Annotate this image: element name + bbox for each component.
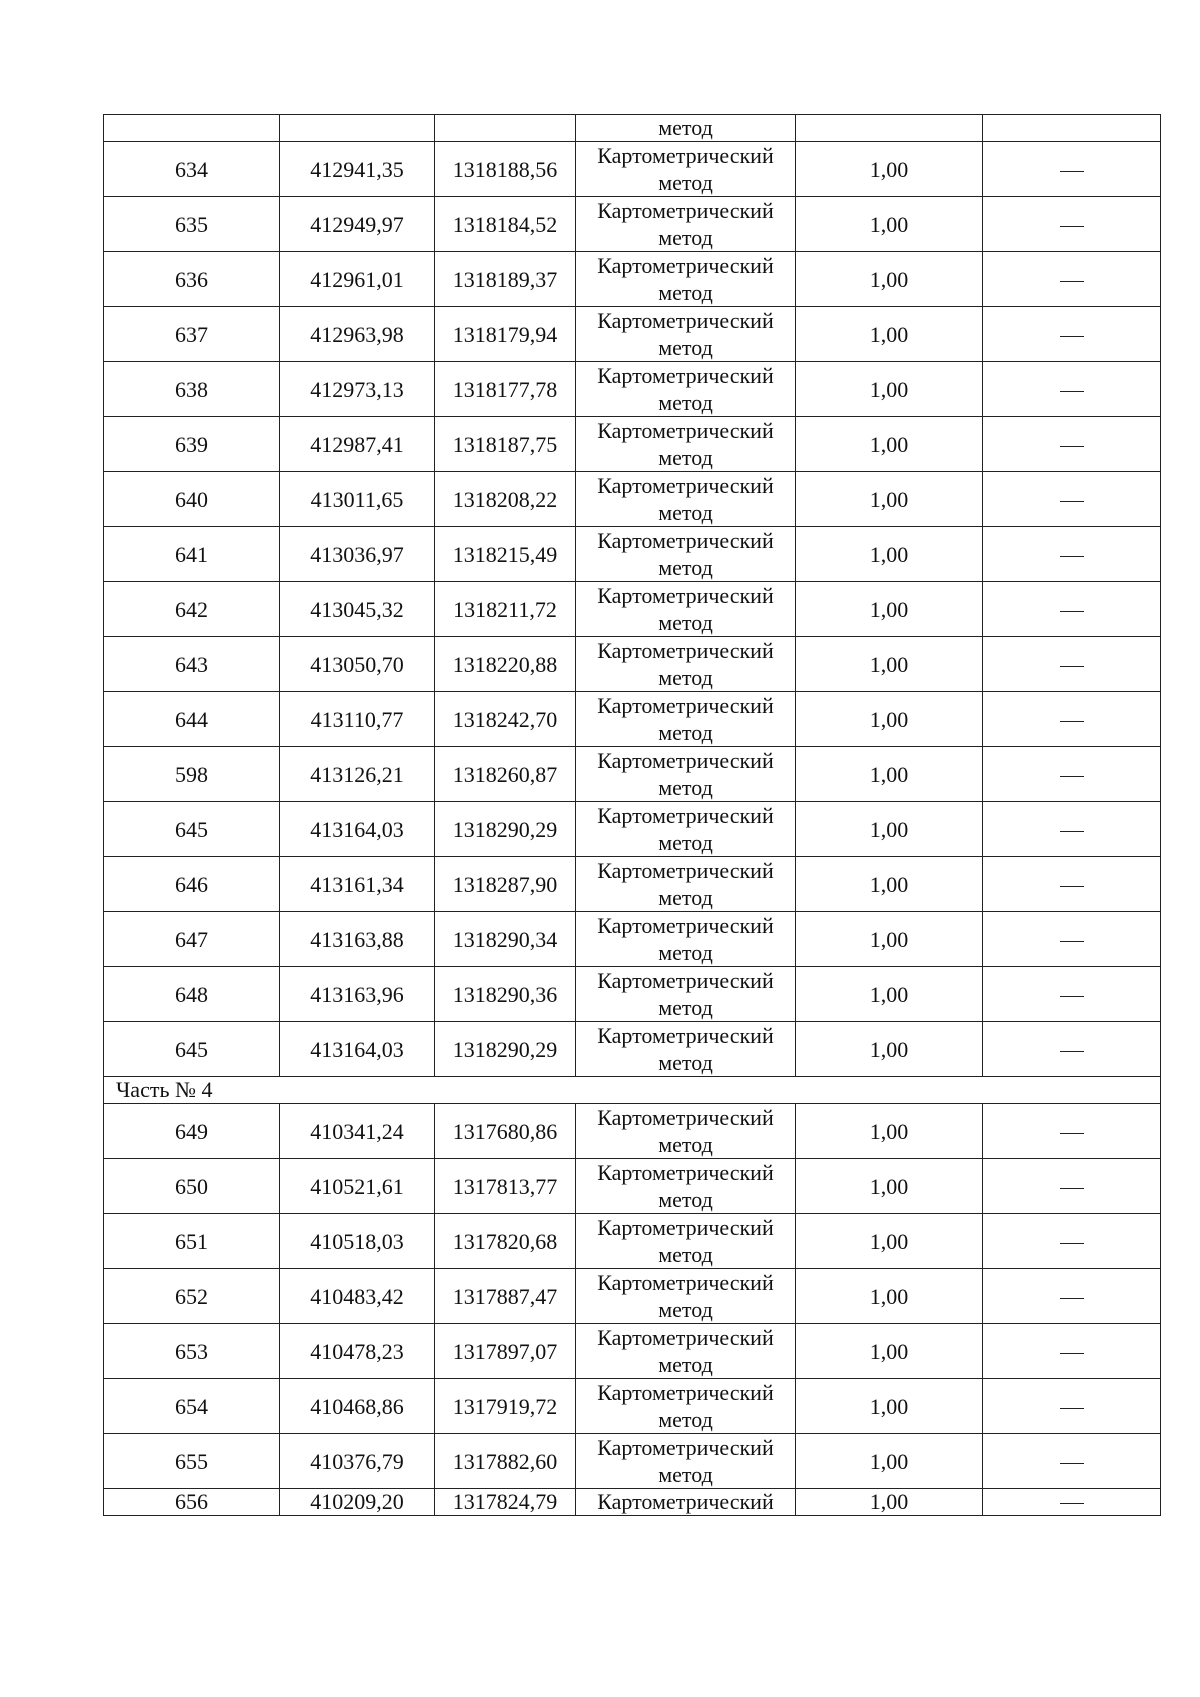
description-cell [983, 527, 1161, 582]
point-number-cell: 640 [104, 472, 280, 527]
method-line-1: Картометрический [597, 1270, 774, 1295]
method-cell [576, 1159, 796, 1214]
method-line-1: Картометрический [597, 253, 774, 278]
table-row [104, 747, 1161, 802]
point-number-cell: 647 [104, 912, 280, 967]
table-row [104, 1104, 1161, 1159]
point-number-cell: 636 [104, 252, 280, 307]
accuracy-cell: 1,00 [796, 1159, 983, 1214]
method-line-2: метод [658, 1407, 713, 1432]
y-coordinate-cell: 1318290,36 [435, 967, 576, 1022]
method-line-2: метод [658, 885, 713, 910]
accuracy-cell: 1,00 [796, 362, 983, 417]
method-line-2: метод [658, 995, 713, 1020]
point-number-cell: 648 [104, 967, 280, 1022]
description-cell [983, 307, 1161, 362]
point-number-cell: 638 [104, 362, 280, 417]
point-number-cell: 644 [104, 692, 280, 747]
dash-mark [1060, 1051, 1084, 1052]
point-number-cell: 634 [104, 142, 280, 197]
x-coordinate-cell: 413164,03 [280, 1022, 435, 1077]
x-coordinate-cell: 410521,61 [280, 1159, 435, 1214]
description-cell [983, 1214, 1161, 1269]
y-coordinate-cell: 1317824,79 [435, 1489, 576, 1516]
x-coordinate-cell: 410209,20 [280, 1489, 435, 1516]
table-row [104, 857, 1161, 912]
method-line-1: Картометрический [597, 693, 774, 718]
dash-mark [1060, 281, 1084, 282]
x-coordinate-cell: 410483,42 [280, 1269, 435, 1324]
accuracy-cell: 1,00 [796, 582, 983, 637]
dash-mark [1060, 171, 1084, 172]
point-number-cell [104, 115, 280, 142]
dash-mark [1060, 611, 1084, 612]
y-coordinate-cell: 1318290,34 [435, 912, 576, 967]
dash-mark [1060, 556, 1084, 557]
point-number-cell: 652 [104, 1269, 280, 1324]
method-cell [576, 1022, 796, 1077]
accuracy-cell: 1,00 [796, 1104, 983, 1159]
description-cell [983, 417, 1161, 472]
method-cell [576, 1379, 796, 1434]
y-coordinate-cell: 1317882,60 [435, 1434, 576, 1489]
description-cell [983, 142, 1161, 197]
table-row [104, 527, 1161, 582]
description-cell [983, 912, 1161, 967]
method-line-2: метод [658, 555, 713, 580]
method-line-1: Картометрический [597, 638, 774, 663]
description-cell [983, 967, 1161, 1022]
method-cell: метод [576, 115, 796, 142]
dash-mark [1060, 446, 1084, 447]
method-cell [576, 802, 796, 857]
method-line-1: Картометрический [597, 308, 774, 333]
dash-mark [1060, 1188, 1084, 1189]
table-row [104, 307, 1161, 362]
table-row [104, 1379, 1161, 1434]
section-label: Часть № 4 [104, 1077, 1161, 1104]
dash-mark [1060, 1133, 1084, 1134]
x-coordinate-cell: 412941,35 [280, 142, 435, 197]
dash-mark [1060, 776, 1084, 777]
method-cell [576, 1214, 796, 1269]
method-cell: Картометрический [576, 1489, 796, 1516]
x-coordinate-cell: 413050,70 [280, 637, 435, 692]
table-row [104, 417, 1161, 472]
section-header-row [104, 1077, 1161, 1104]
accuracy-cell: 1,00 [796, 1489, 983, 1516]
method-cell [576, 362, 796, 417]
description-cell [983, 1159, 1161, 1214]
point-number-cell: 651 [104, 1214, 280, 1269]
point-number-cell: 641 [104, 527, 280, 582]
accuracy-cell: 1,00 [796, 857, 983, 912]
method-line-1: Картометрический [597, 748, 774, 773]
description-cell [983, 1324, 1161, 1379]
method-line-2: метод [658, 445, 713, 470]
accuracy-cell: 1,00 [796, 912, 983, 967]
method-line-2: метод [658, 1242, 713, 1267]
table-row [104, 967, 1161, 1022]
x-coordinate-cell: 412961,01 [280, 252, 435, 307]
accuracy-cell: 1,00 [796, 417, 983, 472]
method-cell [576, 1269, 796, 1324]
continuation-row [104, 115, 1161, 142]
dash-mark [1060, 1503, 1084, 1504]
table-row [104, 1269, 1161, 1324]
method-cell [576, 527, 796, 582]
method-line-2: метод [658, 1352, 713, 1377]
y-coordinate-cell: 1318184,52 [435, 197, 576, 252]
y-coordinate-cell: 1318220,88 [435, 637, 576, 692]
method-cell [576, 1324, 796, 1379]
y-coordinate-cell: 1318215,49 [435, 527, 576, 582]
table-row [104, 692, 1161, 747]
accuracy-cell: 1,00 [796, 527, 983, 582]
x-coordinate-cell: 413126,21 [280, 747, 435, 802]
description-cell [983, 692, 1161, 747]
table-row [104, 802, 1161, 857]
y-coordinate-cell: 1318187,75 [435, 417, 576, 472]
accuracy-cell: 1,00 [796, 197, 983, 252]
method-line-2: метод [658, 225, 713, 250]
point-number-cell: 642 [104, 582, 280, 637]
x-coordinate-cell: 413163,96 [280, 967, 435, 1022]
method-cell [576, 912, 796, 967]
point-number-cell: 650 [104, 1159, 280, 1214]
dash-mark [1060, 941, 1084, 942]
accuracy-cell: 1,00 [796, 1022, 983, 1077]
y-coordinate-cell: 1317680,86 [435, 1104, 576, 1159]
point-number-cell: 645 [104, 802, 280, 857]
method-line-1: Картометрический [597, 1105, 774, 1130]
method-line-1: Картометрический [597, 198, 774, 223]
method-line-1: Картометрический [597, 363, 774, 388]
method-cell [576, 582, 796, 637]
method-line-1: Картометрический [597, 1380, 774, 1405]
description-cell [983, 637, 1161, 692]
method-line-1: Картометрический [597, 968, 774, 993]
y-coordinate-cell: 1318287,90 [435, 857, 576, 912]
accuracy-cell: 1,00 [796, 307, 983, 362]
dash-mark [1060, 1353, 1084, 1354]
y-coordinate-cell [435, 115, 576, 142]
point-number-cell: 646 [104, 857, 280, 912]
dash-mark [1060, 1298, 1084, 1299]
table-row [104, 252, 1161, 307]
dash-mark [1060, 501, 1084, 502]
method-cell [576, 252, 796, 307]
point-number-cell: 653 [104, 1324, 280, 1379]
method-line-1: Картометрический [597, 1160, 774, 1185]
description-cell [983, 1434, 1161, 1489]
y-coordinate-cell: 1318208,22 [435, 472, 576, 527]
accuracy-cell [796, 115, 983, 142]
dash-mark [1060, 996, 1084, 997]
description-cell [983, 1022, 1161, 1077]
method-line-1: Картометрический [597, 1325, 774, 1350]
method-cell [576, 417, 796, 472]
method-line-2: метод [658, 940, 713, 965]
accuracy-cell: 1,00 [796, 1214, 983, 1269]
dash-mark [1060, 226, 1084, 227]
description-cell [983, 857, 1161, 912]
point-number-cell: 654 [104, 1379, 280, 1434]
x-coordinate-cell: 413036,97 [280, 527, 435, 582]
accuracy-cell: 1,00 [796, 637, 983, 692]
method-line-1: Картометрический [597, 803, 774, 828]
method-line-2: метод [658, 1187, 713, 1212]
point-number-cell: 639 [104, 417, 280, 472]
y-coordinate-cell: 1318290,29 [435, 802, 576, 857]
method-cell [576, 637, 796, 692]
method-line-2: метод [658, 1462, 713, 1487]
y-coordinate-cell: 1318211,72 [435, 582, 576, 637]
y-coordinate-cell: 1318177,78 [435, 362, 576, 417]
dash-mark [1060, 666, 1084, 667]
point-number-cell: 649 [104, 1104, 280, 1159]
point-number-cell: 643 [104, 637, 280, 692]
method-cell [576, 857, 796, 912]
method-line-1: Картометрический [597, 1023, 774, 1048]
table-row [104, 1434, 1161, 1489]
method-line-1: Картометрический [597, 418, 774, 443]
x-coordinate-cell: 412987,41 [280, 417, 435, 472]
description-cell [983, 747, 1161, 802]
description-cell [983, 115, 1161, 142]
method-line-1: Картометрический [597, 473, 774, 498]
method-line-1: Картометрический [597, 913, 774, 938]
accuracy-cell: 1,00 [796, 692, 983, 747]
method-line-2: метод [658, 1297, 713, 1322]
method-cell [576, 692, 796, 747]
method-line-2: метод [658, 170, 713, 195]
table-row [104, 362, 1161, 417]
description-cell [983, 1269, 1161, 1324]
y-coordinate-cell: 1318188,56 [435, 142, 576, 197]
method-line-2: метод [658, 1050, 713, 1075]
table-row [104, 582, 1161, 637]
point-number-cell: 598 [104, 747, 280, 802]
y-coordinate-cell: 1318260,87 [435, 747, 576, 802]
method-cell [576, 307, 796, 362]
method-line-1: Картометрический [597, 583, 774, 608]
method-line-1: Картометрический [597, 143, 774, 168]
method-cell [576, 197, 796, 252]
description-cell [983, 362, 1161, 417]
y-coordinate-cell: 1317897,07 [435, 1324, 576, 1379]
table-row [104, 1022, 1161, 1077]
y-coordinate-cell: 1318290,29 [435, 1022, 576, 1077]
dash-mark [1060, 1463, 1084, 1464]
method-cell [576, 967, 796, 1022]
y-coordinate-cell: 1318189,37 [435, 252, 576, 307]
table-row [104, 912, 1161, 967]
x-coordinate-cell: 413163,88 [280, 912, 435, 967]
dash-mark [1060, 886, 1084, 887]
y-coordinate-cell: 1317820,68 [435, 1214, 576, 1269]
y-coordinate-cell: 1317813,77 [435, 1159, 576, 1214]
dash-mark [1060, 1408, 1084, 1409]
table-row [104, 1214, 1161, 1269]
x-coordinate-cell: 412973,13 [280, 362, 435, 417]
point-number-cell: 645 [104, 1022, 280, 1077]
method-line-2: метод [658, 390, 713, 415]
point-number-cell: 655 [104, 1434, 280, 1489]
method-line-2: метод [658, 610, 713, 635]
description-cell [983, 1379, 1161, 1434]
accuracy-cell: 1,00 [796, 747, 983, 802]
description-cell [983, 802, 1161, 857]
dash-mark [1060, 1243, 1084, 1244]
accuracy-cell: 1,00 [796, 1379, 983, 1434]
x-coordinate-cell: 410468,86 [280, 1379, 435, 1434]
x-coordinate-cell: 412949,97 [280, 197, 435, 252]
table-row [104, 1159, 1161, 1214]
x-coordinate-cell: 413110,77 [280, 692, 435, 747]
method-line-1: Картометрический [597, 1215, 774, 1240]
method-line-2: метод [658, 775, 713, 800]
x-coordinate-cell: 413045,32 [280, 582, 435, 637]
accuracy-cell: 1,00 [796, 472, 983, 527]
description-cell [983, 582, 1161, 637]
table-row [104, 142, 1161, 197]
accuracy-cell: 1,00 [796, 142, 983, 197]
x-coordinate-cell: 410478,23 [280, 1324, 435, 1379]
method-cell [576, 1434, 796, 1489]
y-coordinate-cell: 1318242,70 [435, 692, 576, 747]
method-line-2: метод [658, 720, 713, 745]
method-cell [576, 747, 796, 802]
method-cell [576, 142, 796, 197]
method-line-2: метод [658, 1132, 713, 1157]
description-cell [983, 252, 1161, 307]
x-coordinate-cell: 410341,24 [280, 1104, 435, 1159]
method-line-2: метод [658, 830, 713, 855]
accuracy-cell: 1,00 [796, 252, 983, 307]
dash-mark [1060, 336, 1084, 337]
dash-mark [1060, 721, 1084, 722]
dash-mark [1060, 831, 1084, 832]
table-row [104, 1324, 1161, 1379]
x-coordinate-cell: 410518,03 [280, 1214, 435, 1269]
method-line-2: метод [658, 280, 713, 305]
accuracy-cell: 1,00 [796, 802, 983, 857]
description-cell [983, 197, 1161, 252]
accuracy-cell: 1,00 [796, 1269, 983, 1324]
y-coordinate-cell: 1317887,47 [435, 1269, 576, 1324]
table-row [104, 197, 1161, 252]
table-row [104, 472, 1161, 527]
dash-mark [1060, 391, 1084, 392]
x-coordinate-cell: 412963,98 [280, 307, 435, 362]
accuracy-cell: 1,00 [796, 967, 983, 1022]
method-line-2: метод [658, 665, 713, 690]
method-line-2: метод [658, 335, 713, 360]
method-cell [576, 472, 796, 527]
method-line-1: Картометрический [597, 528, 774, 553]
point-number-cell: 635 [104, 197, 280, 252]
accuracy-cell: 1,00 [796, 1324, 983, 1379]
method-cell [576, 1104, 796, 1159]
y-coordinate-cell: 1318179,94 [435, 307, 576, 362]
coordinates-table [103, 114, 1161, 1516]
accuracy-cell: 1,00 [796, 1434, 983, 1489]
method-line-1: Картометрический [597, 1435, 774, 1460]
x-coordinate-cell: 413011,65 [280, 472, 435, 527]
point-number-cell: 656 [104, 1489, 280, 1516]
description-cell [983, 1489, 1161, 1516]
table-row [104, 637, 1161, 692]
method-line-2: метод [658, 500, 713, 525]
x-coordinate-cell: 410376,79 [280, 1434, 435, 1489]
x-coordinate-cell: 413164,03 [280, 802, 435, 857]
point-number-cell: 637 [104, 307, 280, 362]
x-coordinate-cell: 413161,34 [280, 857, 435, 912]
table-row-partial [104, 1489, 1161, 1516]
method-line-1: Картометрический [597, 858, 774, 883]
y-coordinate-cell: 1317919,72 [435, 1379, 576, 1434]
x-coordinate-cell [280, 115, 435, 142]
description-cell [983, 472, 1161, 527]
description-cell [983, 1104, 1161, 1159]
